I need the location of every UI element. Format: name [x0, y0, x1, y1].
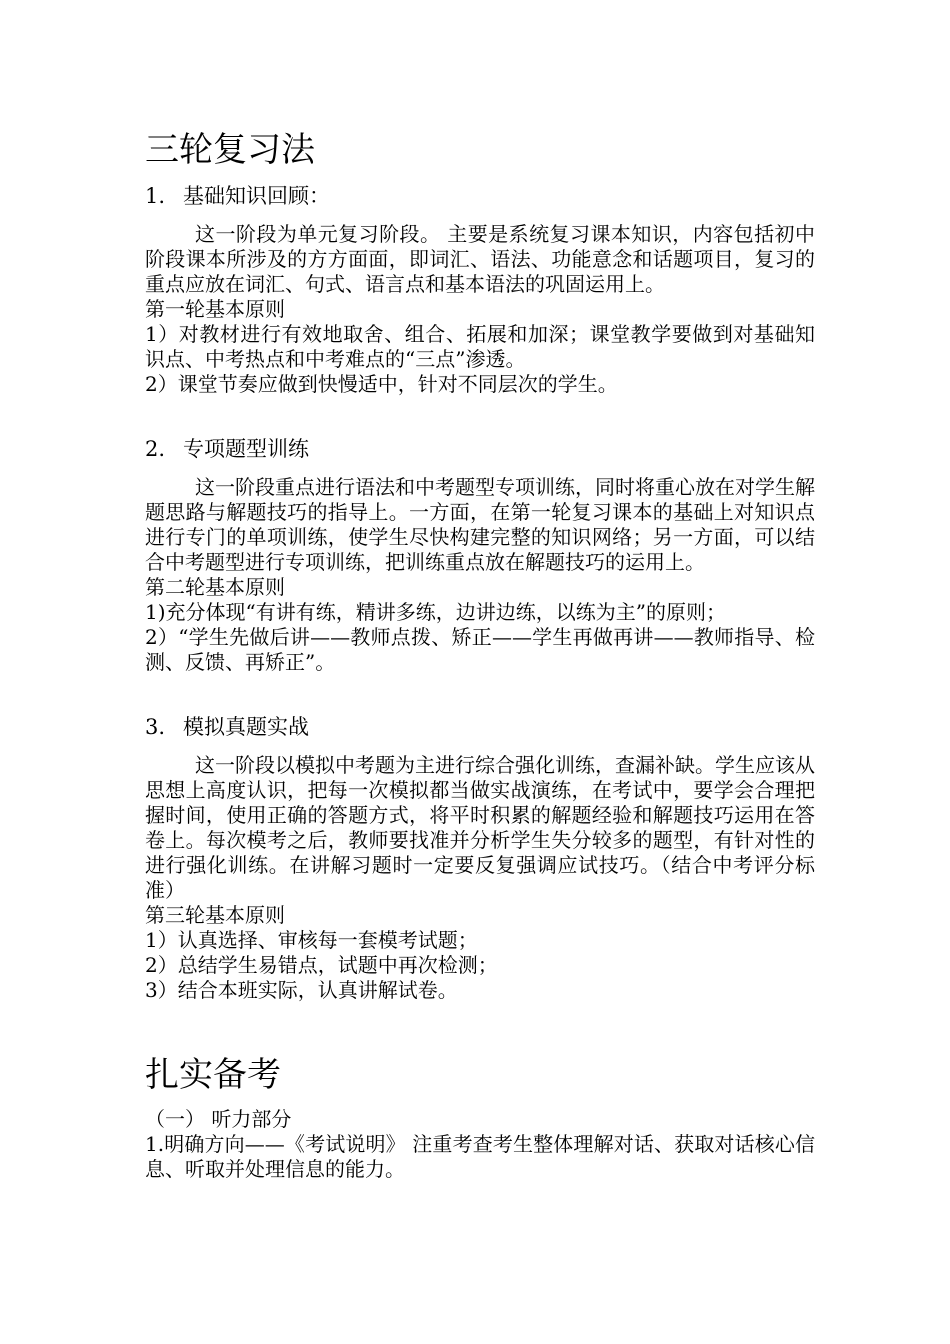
stage3-heading-text: 模拟真题实战 [183, 715, 309, 739]
stage2-body: 这一阶段重点进行语法和中考题型专项训练，同时将重心放在对学生解题思路与解题技巧的指导上。一方面，在第一轮复习课本的基础上对知识点进行专门的单项训练，使学生尽快构建完整的知识网络；另一方面，可以结合中考题型进行专项训练，把训练重点放在解题技巧的运用上。 [145, 475, 815, 574]
stage1-body: 这一阶段为单元复习阶段。 主要是系统复习课本知识，内容包括初中阶段课本所涉及的方方面面，即词汇、语法、功能意念和话题项目，复习的重点应放在词汇、句式、语言点和基本语法的巩固运用上。 [145, 222, 815, 296]
stage1-heading-text: 基础知识回顾： [183, 184, 330, 208]
stage3-body: 这一阶段以模拟中考题为主进行综合强化训练，查漏补缺。学生应该从思想上高度认识，把每一次模拟都当做实战演练，在考试中，要学会合理把握时间，使用正确的答题方式，将平时积累的解题经验和解题技巧运用在答卷上。每次模考之后，教师要找准并分析学生失分较多的题型，有针对性的进行强化训练。在讲解习题时一定要反复强调应试技巧。（结合中考评分标准） [145, 753, 815, 902]
stage1-heading [145, 182, 815, 210]
listening-subheading: （一） 听力部分 [145, 1107, 292, 1131]
stage3-heading [145, 713, 815, 741]
stage2-principle-title: 第二轮基本原则 [145, 575, 285, 599]
stage2-principle-2: 2）“学生先做后讲——教师点拨、矫正——学生再做再讲——教师指导、检测、反馈、再矫正”。 [145, 625, 815, 674]
stage3-principle-title: 第三轮基本原则 [145, 903, 285, 927]
stage3-principle-1: 1）认真选择、审核每一套模考试题； [145, 928, 478, 952]
stage2-principle-1: 1)充分体现“有讲有练，精讲多练，边讲边练，以练为主”的原则； [145, 600, 726, 624]
document-page [145, 128, 815, 1182]
stage3-number: 3. [145, 715, 166, 739]
stage1-number: 1. [145, 184, 166, 208]
stage2-heading-text: 专项题型训练 [183, 437, 309, 461]
stage3-principle-2: 2）总结学生易错点，试题中再次检测； [145, 953, 498, 977]
section-title-exam-prep: 扎实备考 [145, 1055, 281, 1095]
listening-item-1: 1.明确方向——《考试说明》 注重考查考生整体理解对话、获取对话核心信息、听取并处理信息的能力。 [145, 1132, 815, 1181]
stage1-principle-title: 第一轮基本原则 [145, 297, 285, 321]
stage2-heading [145, 435, 815, 463]
section-title-review-method: 三轮复习法 [145, 130, 315, 170]
stage2-number: 2. [145, 437, 166, 461]
stage1-principle-1: 1）对教材进行有效地取舍、组合、拓展和加深；课堂教学要做到对基础知识点、中考热点和中考难点的“三点”渗透。 [145, 322, 815, 371]
stage3-principle-3: 3）结合本班实际，认真讲解试卷。 [145, 978, 458, 1002]
stage1-principle-2: 2）课堂节奏应做到快慢适中，针对不同层次的学生。 [145, 372, 618, 396]
